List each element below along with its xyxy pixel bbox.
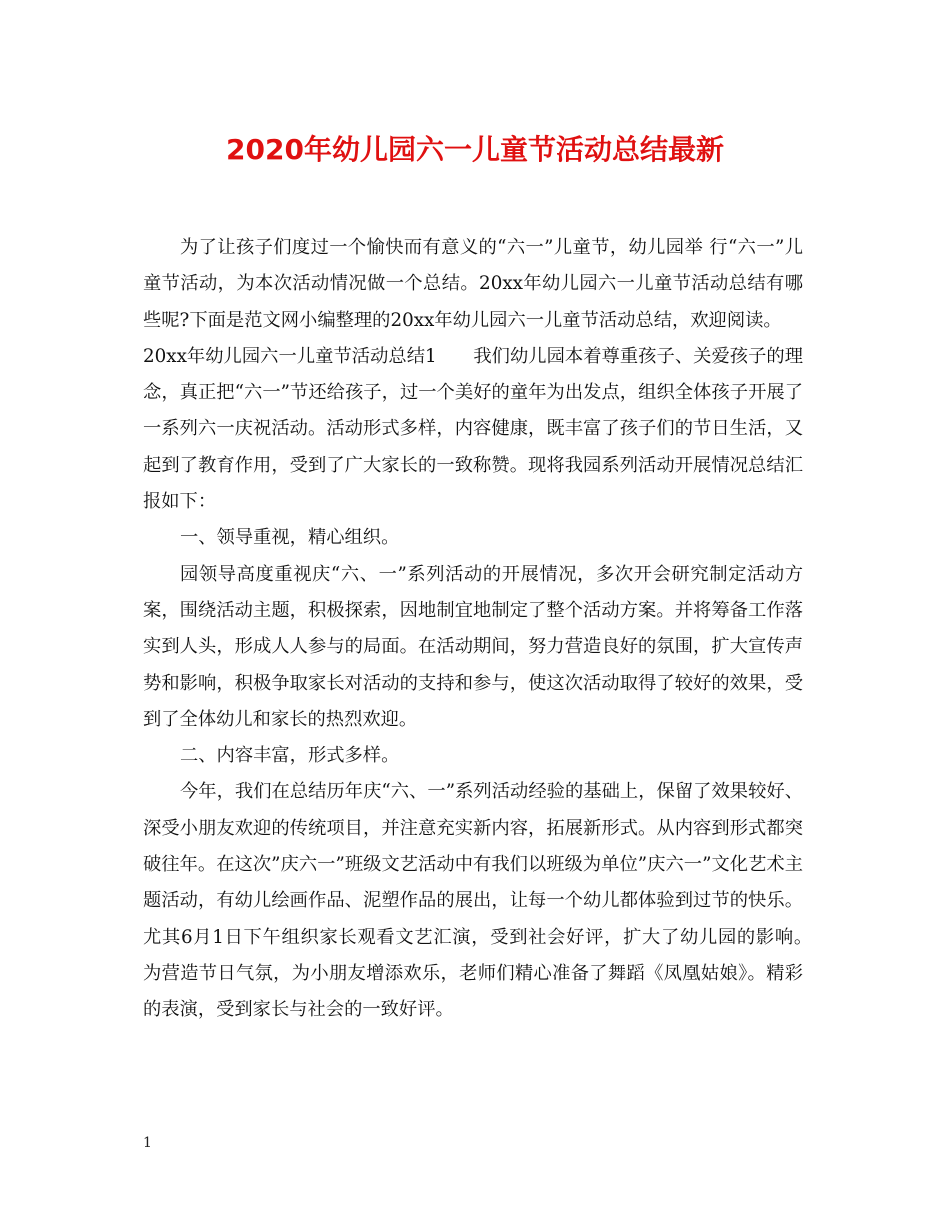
intro-paragraph: 为了让孩子们度过一个愉快而有意义的“六一”儿童节，幼儿园举 行“六一”儿童节活动，为本次活动情况做一个总结。20xx年幼儿园六一儿童节活动总结有哪些呢?下面是范文网小编整理的20xx年幼儿园六一儿童节活动总结，欢迎阅读。 [143, 237, 803, 331]
page-number: 1 [143, 1135, 152, 1151]
document-body [143, 230, 822, 1029]
section-2-paragraph: 今年，我们在总结历年庆“六、一”系列活动经验的基础上，保留了效果较好、深受小朋友欢迎的传统项目，并注意充实新内容，拓展新形式。从内容到形式都突破往年。在这次”庆六一”班级文艺活动中有我们以班级为单位”庆六一”文化艺术主题活动，有幼儿绘画作品、泥塑作品的展出，让每一个幼儿都体验到过节的快乐。尤其6月1日下午组织家长观看文艺汇演，受到社会好评，扩大了幼儿园的影响。 为营造节日气氛，为小朋友增添欢乐，老师们精心准备了舞蹈《凤凰姑娘》。精彩的表演，受到家长与社会的一致好评。 [143, 781, 822, 1021]
section-1-paragraph: 园领导高度重视庆“六、一”系列活动的开展情况，多次开会研究制定活动方案，围绕活动主题，积极探索，因地制宜地制定了整个活动方案。并将筹备工作落实到人头，形成人人参与的局面。在活动期间，努力营造良好的氛围，扩大宣传声势和影响，积极争取家长对活动的支持和参与，使这次活动取得了较好的效果，受到了全体幼儿和家长的热烈欢迎。 [143, 563, 803, 730]
summary-1-paragraph: 20xx年幼儿园六一儿童节活动总结1 我们幼儿园本着尊重孩子、关爱孩子的理念，真正把“六一”节还给孩子，过一个美好的童年为出发点，组织全体孩子开展了一系列六一庆祝活动。活动形式多样，内容健康，既丰富了孩子们的节日生活，又起到了教育作用，受到了广大家长的一致称赞。现将我园系列活动开展情况总结汇报如下： [143, 345, 803, 513]
document-title: 2020年幼儿园六一儿童节活动总结最新 [226, 133, 724, 166]
section-heading-2: 二、内容丰富，形式多样。 [180, 745, 400, 767]
section-heading-1: 一、领导重视，精心组织。 [180, 527, 400, 549]
